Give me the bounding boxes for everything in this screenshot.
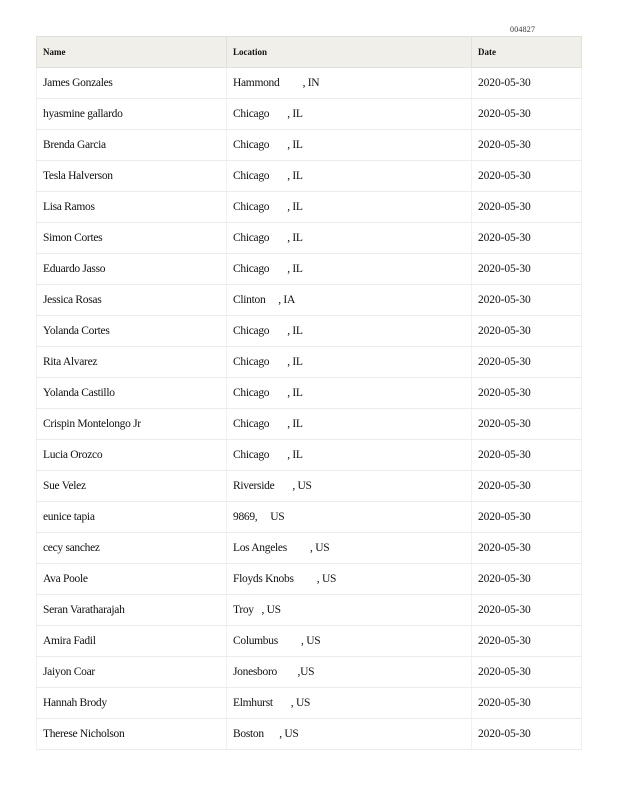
cell-date: 2020-05-30 (472, 99, 582, 130)
cell-date: 2020-05-30 (472, 347, 582, 378)
cell-date: 2020-05-30 (472, 130, 582, 161)
column-header-location: Location (227, 37, 472, 68)
cell-date: 2020-05-30 (472, 161, 582, 192)
cell-date: 2020-05-30 (472, 254, 582, 285)
cell-name: cecy sanchez (37, 533, 227, 564)
cell-location: Los Angeles , US (227, 533, 472, 564)
cell-name: eunice tapia (37, 502, 227, 533)
cell-location: 9869, US (227, 502, 472, 533)
cell-name: Crispin Montelongo Jr (37, 409, 227, 440)
cell-name: Therese Nicholson (37, 719, 227, 750)
table-row (37, 99, 582, 130)
cell-name: Tesla Halverson (37, 161, 227, 192)
cell-name: Amira Fadil (37, 626, 227, 657)
cell-date: 2020-05-30 (472, 409, 582, 440)
table-row (37, 409, 582, 440)
table-row (37, 254, 582, 285)
cell-location: Clinton , IA (227, 285, 472, 316)
cell-location: Chicago , IL (227, 130, 472, 161)
cell-date: 2020-05-30 (472, 564, 582, 595)
cell-date: 2020-05-30 (472, 285, 582, 316)
table-row (37, 626, 582, 657)
table-row (37, 471, 582, 502)
cell-date: 2020-05-30 (472, 595, 582, 626)
cell-date: 2020-05-30 (472, 657, 582, 688)
cell-location: Columbus , US (227, 626, 472, 657)
table-row (37, 595, 582, 626)
header-row (37, 37, 582, 68)
cell-date: 2020-05-30 (472, 68, 582, 99)
cell-location: Chicago , IL (227, 347, 472, 378)
table-header (37, 37, 582, 68)
cell-name: Ava Poole (37, 564, 227, 595)
table-row (37, 533, 582, 564)
cell-name: Brenda Garcia (37, 130, 227, 161)
cell-name: Jaiyon Coar (37, 657, 227, 688)
cell-location: Chicago , IL (227, 254, 472, 285)
cell-location: Hammond , IN (227, 68, 472, 99)
table-row (37, 192, 582, 223)
table-row (37, 285, 582, 316)
cell-location: Elmhurst , US (227, 688, 472, 719)
table-row (37, 68, 582, 99)
table-row (37, 161, 582, 192)
cell-location: Troy , US (227, 595, 472, 626)
cell-name: Sue Velez (37, 471, 227, 502)
cell-location: Chicago , IL (227, 316, 472, 347)
cell-location: Chicago , IL (227, 223, 472, 254)
cell-name: Lisa Ramos (37, 192, 227, 223)
cell-location: Chicago , IL (227, 378, 472, 409)
cell-name: Yolanda Cortes (37, 316, 227, 347)
cell-date: 2020-05-30 (472, 316, 582, 347)
table-row (37, 223, 582, 254)
table-row (37, 130, 582, 161)
cell-date: 2020-05-30 (472, 533, 582, 564)
table-row (37, 378, 582, 409)
cell-location: Riverside , US (227, 471, 472, 502)
cell-name: Lucia Orozco (37, 440, 227, 471)
table-row (37, 440, 582, 471)
records-table (36, 36, 582, 750)
table-row (37, 719, 582, 750)
cell-name: Rita Alvarez (37, 347, 227, 378)
cell-location: Floyds Knobs , US (227, 564, 472, 595)
table-row (37, 347, 582, 378)
cell-date: 2020-05-30 (472, 192, 582, 223)
table-row (37, 502, 582, 533)
cell-name: Eduardo Jasso (37, 254, 227, 285)
cell-name: hyasmine gallardo (37, 99, 227, 130)
cell-name: James Gonzales (37, 68, 227, 99)
page-number: 004827 (510, 25, 536, 34)
cell-date: 2020-05-30 (472, 502, 582, 533)
cell-name: Seran Varatharajah (37, 595, 227, 626)
cell-location: Chicago , IL (227, 99, 472, 130)
cell-date: 2020-05-30 (472, 440, 582, 471)
cell-date: 2020-05-30 (472, 626, 582, 657)
cell-location: Chicago , IL (227, 440, 472, 471)
cell-location: Chicago , IL (227, 192, 472, 223)
column-header-date: Date (472, 37, 582, 68)
cell-name: Yolanda Castillo (37, 378, 227, 409)
cell-date: 2020-05-30 (472, 471, 582, 502)
cell-name: Jessica Rosas (37, 285, 227, 316)
cell-location: Chicago , IL (227, 409, 472, 440)
cell-date: 2020-05-30 (472, 688, 582, 719)
table-row (37, 657, 582, 688)
cell-location: Chicago , IL (227, 161, 472, 192)
table-row (37, 564, 582, 595)
cell-date: 2020-05-30 (472, 719, 582, 750)
table-row (37, 688, 582, 719)
cell-name: Hannah Brody (37, 688, 227, 719)
cell-date: 2020-05-30 (472, 378, 582, 409)
cell-date: 2020-05-30 (472, 223, 582, 254)
table-body (37, 68, 582, 750)
cell-location: Boston , US (227, 719, 472, 750)
cell-location: Jonesboro ,US (227, 657, 472, 688)
column-header-name: Name (37, 37, 227, 68)
table-row (37, 316, 582, 347)
cell-name: Simon Cortes (37, 223, 227, 254)
